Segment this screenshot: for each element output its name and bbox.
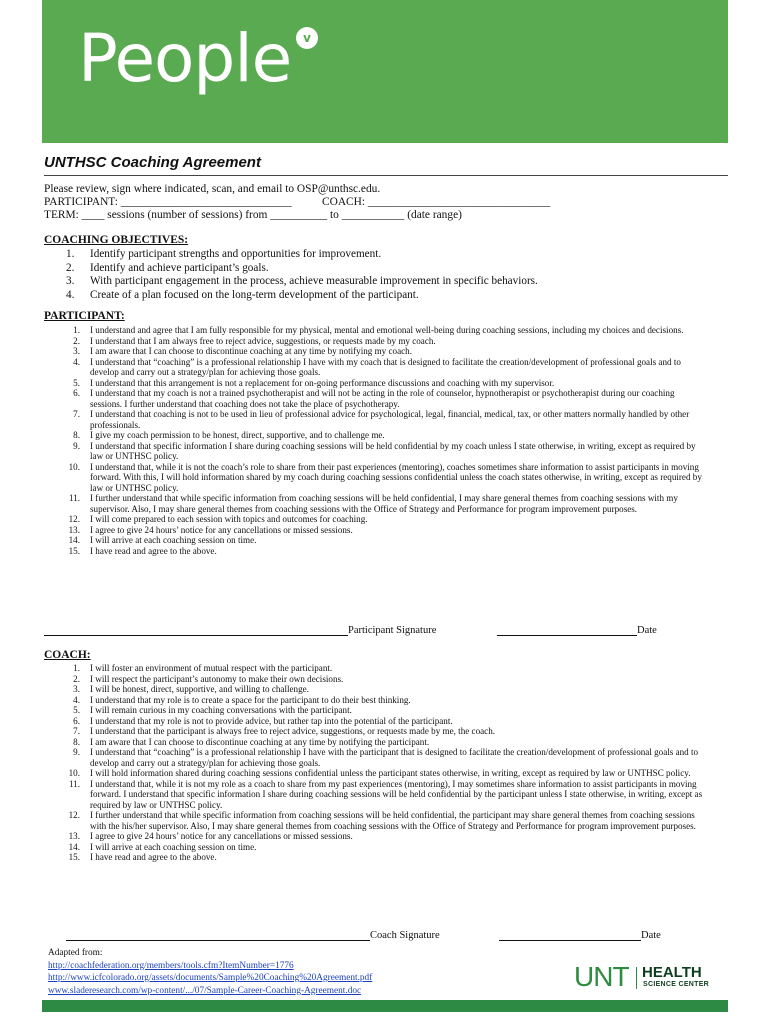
participant-item-number: 9. bbox=[73, 440, 80, 451]
coach-item bbox=[44, 747, 704, 768]
objective-item-number: 4. bbox=[66, 288, 75, 301]
coach-item bbox=[44, 831, 704, 842]
coach-date-line[interactable] bbox=[499, 931, 641, 941]
objective-item-text: Create of a plan focused on the long-term development of the participant. bbox=[90, 288, 419, 301]
coach-item-text: I understand that “coaching” is a professional relationship I have with the participant that is designed to facilitate the creation/development of professional goals and to develop and carry out a strategy/plan for achieving those goals. bbox=[90, 747, 699, 768]
coach-item-number: 10. bbox=[68, 768, 80, 778]
objective-item bbox=[44, 248, 728, 262]
participant-signature-row bbox=[44, 625, 436, 636]
header-banner bbox=[42, 0, 728, 143]
coach-item-text: I will respect the participant’s autonomy to make their own decisions. bbox=[90, 673, 344, 684]
participant-item-number: 15. bbox=[68, 545, 80, 556]
objective-item-text: Identify participant strengths and opportunities for improvement. bbox=[90, 248, 382, 260]
adapted-label: Adapted from: bbox=[48, 948, 103, 958]
coach-item bbox=[44, 674, 704, 685]
source-link-1[interactable]: http://coachfederation.org/members/tools.cfm?ItemNumber=1776 bbox=[48, 960, 294, 971]
participant-item-number: 10. bbox=[68, 461, 80, 472]
coach-item bbox=[44, 716, 704, 727]
participant-item bbox=[44, 535, 704, 546]
participant-signature-label: Participant Signature bbox=[348, 625, 437, 636]
coach-signature-line[interactable] bbox=[66, 931, 370, 941]
participant-item-text: I will arrive at each coaching session on time. bbox=[90, 535, 257, 545]
coach-date-label: Date bbox=[641, 930, 661, 941]
objective-item bbox=[44, 262, 728, 276]
participant-item-number: 2. bbox=[73, 335, 80, 346]
intro-block bbox=[44, 183, 728, 222]
coach-item-text: I understand that the participant is always free to reject advice, suggestions, or requests made by me, the coach. bbox=[90, 726, 496, 736]
participant-item bbox=[44, 346, 704, 357]
participant-item bbox=[44, 441, 704, 462]
term-field[interactable]: TERM: ____ sessions (number of sessions) from __________ to ___________ (date range) bbox=[44, 209, 462, 221]
participant-item-number: 1. bbox=[73, 325, 80, 335]
coach-date-row bbox=[499, 930, 661, 941]
participant-item-number: 4. bbox=[73, 356, 80, 367]
participant-date-label: Date bbox=[637, 625, 657, 636]
coach-item-number: 7. bbox=[73, 726, 80, 736]
participant-item bbox=[44, 462, 704, 494]
participant-item-text: I will come prepared to each session with topics and outcomes for coaching. bbox=[90, 514, 368, 524]
coach-item bbox=[44, 768, 704, 779]
objective-item-text: Identify and achieve participant’s goals. bbox=[90, 261, 269, 274]
coach-item-text: I have read and agree to the above. bbox=[90, 852, 217, 862]
participant-item-text: I understand that my coach is not a trained psychotherapist and will not be acting in the role of counselor, hypnotherapist or psychotherapist during our coaching sessions. I further understand that coaching does not take the place of psychotherapy. bbox=[90, 388, 675, 409]
coach-item-text: I will remain curious in my coaching conversations with the participant. bbox=[90, 705, 352, 715]
participant-item bbox=[44, 493, 704, 514]
participant-item-number: 13. bbox=[68, 524, 80, 535]
participant-item-text: I understand that, while it is not the coach’s role to share from their past experiences (mentoring), coaches sometimes share information to assist participants in moving forward. With this, I will hold information shared by my coach during coaching sessions confidential unless the coach states otherwise, in writing, except as required by law or UNTHSC policy. bbox=[90, 461, 702, 493]
objectives-heading: COACHING OBJECTIVES: bbox=[44, 234, 189, 246]
coach-item-number: 14. bbox=[68, 841, 80, 852]
coach-item-number: 11. bbox=[68, 778, 80, 789]
coach-item-number: 9. bbox=[73, 747, 80, 757]
participant-item bbox=[44, 525, 704, 536]
coach-item bbox=[44, 810, 704, 831]
participant-item-text: I understand that I am always free to reject advice, suggestions, or requests made by my coach. bbox=[90, 335, 436, 346]
participant-item-text: I am aware that I can choose to discontinue coaching at any time by notifying my coach. bbox=[90, 346, 412, 356]
coach-item-number: 13. bbox=[68, 831, 80, 841]
unt-logo-divider bbox=[636, 967, 637, 989]
logo-badge-icon: v bbox=[296, 27, 318, 49]
unt-science-center-text: SCIENCE CENTER bbox=[643, 981, 710, 988]
coach-item-number: 5. bbox=[73, 705, 80, 715]
participant-item-number: 14. bbox=[68, 535, 80, 545]
coach-item bbox=[44, 663, 704, 674]
intro-instructions: Please review, sign where indicated, scan, and email to OSP@unthsc.edu. bbox=[44, 183, 381, 195]
coach-item-text: I understand that, while it is not my role as a coach to share from my past experiences (mentoring), I may sometimes share information to assist participants in moving forward. I understand that specific information I share during coaching sessions will be held confidential by the participant unless I state otherwise, in writing, except as required by law or UNTHSC policy. bbox=[90, 778, 703, 810]
coach-item bbox=[44, 737, 704, 748]
participant-item-number: 8. bbox=[73, 430, 80, 440]
people-logo-text: People bbox=[78, 20, 292, 97]
coach-item-number: 3. bbox=[73, 684, 80, 694]
participant-item-number: 6. bbox=[73, 388, 80, 398]
unt-logo-text: UNT bbox=[574, 961, 629, 992]
participant-item bbox=[44, 357, 704, 378]
participant-item-text: I have read and agree to the above. bbox=[90, 545, 217, 556]
participant-item bbox=[44, 409, 704, 430]
participant-item bbox=[44, 430, 704, 441]
coach-item-text: I will hold information shared during coaching sessions confidential unless the participant states otherwise, in writing, except as required by law or UNTHSC policy. bbox=[90, 768, 691, 778]
title-divider bbox=[44, 175, 728, 176]
participant-item bbox=[44, 514, 704, 525]
participant-item-number: 3. bbox=[73, 346, 80, 356]
coach-item-text: I will foster an environment of mutual respect with the participant. bbox=[90, 663, 333, 673]
participant-item-number: 11. bbox=[68, 493, 80, 503]
objective-item-number: 1. bbox=[66, 248, 75, 260]
coach-field[interactable]: COACH: ________________________________ bbox=[322, 196, 551, 208]
coach-item-number: 15. bbox=[68, 852, 80, 862]
adapted-from bbox=[48, 947, 372, 997]
coach-item-text: I agree to give 24 hours’ notice for any cancellations or missed sessions. bbox=[90, 831, 353, 841]
coach-item-text: I will be honest, direct, supportive, and willing to challenge. bbox=[90, 684, 309, 694]
coach-item bbox=[44, 695, 704, 706]
participant-item-number: 5. bbox=[73, 377, 80, 388]
participant-date-row bbox=[497, 625, 657, 636]
participant-item-number: 7. bbox=[73, 409, 80, 419]
coach-item-number: 6. bbox=[73, 715, 80, 726]
participant-item bbox=[44, 336, 704, 347]
coach-signature-row bbox=[66, 930, 440, 941]
coach-item bbox=[44, 852, 704, 863]
coach-item-number: 1. bbox=[73, 663, 80, 673]
participant-list bbox=[44, 325, 704, 556]
coach-item bbox=[44, 705, 704, 716]
participant-item bbox=[44, 378, 704, 389]
coach-item bbox=[44, 726, 704, 737]
unt-health-logo bbox=[574, 963, 724, 993]
coach-list bbox=[44, 663, 704, 863]
coach-item-number: 4. bbox=[73, 694, 80, 705]
participant-date-line[interactable] bbox=[497, 626, 637, 636]
objective-item-number: 3. bbox=[66, 275, 75, 288]
coach-heading: COACH: bbox=[44, 649, 91, 661]
participant-item-number: 12. bbox=[68, 514, 80, 524]
participant-item-text: I understand that “coaching” is a professional relationship I have with my coach that is designed to facilitate the creation/development of professional goals and to develop and carry out a strategy/plan for achieving those goals. bbox=[90, 356, 681, 377]
participant-field[interactable]: PARTICIPANT: ______________________________ bbox=[44, 196, 292, 208]
participant-item-text: I give my coach permission to be honest, direct, supportive, and to challenge me. bbox=[90, 430, 385, 440]
coach-item-number: 2. bbox=[73, 673, 80, 684]
objective-item-number: 2. bbox=[66, 261, 75, 274]
source-link-2[interactable]: http://www.icfcolorado.org/assets/documents/Sample%20Coaching%20Agreement.pdf bbox=[48, 973, 373, 983]
participant-heading: PARTICIPANT: bbox=[44, 310, 125, 322]
coach-item-text: I understand that my role is not to provide advice, but rather tap into the potential of the participant. bbox=[90, 715, 453, 726]
participant-item-text: I understand that specific information I share during coaching sessions will be held confidential by my coach unless I state otherwise, in writing, except as required by law or UNTHSC policy. bbox=[90, 440, 696, 461]
objective-item-text: With participant engagement in the process, achieve measurable improvement in specific behaviors. bbox=[90, 275, 538, 288]
source-link-3[interactable]: www.sladeresearch.com/wp-content/.../07/Sample-Career-Coaching-Agreement.doc bbox=[48, 985, 362, 996]
footer-bar bbox=[42, 1000, 728, 1012]
participant-item-text: I further understand that while specific information from coaching sessions will be held confidential, I may share general themes from coaching sessions with my supervisor. Also, I may share general themes from coaching sessions with the Office of Strategy and Performance for program improvement purposes. bbox=[90, 493, 678, 514]
unt-health-text: HEALTH bbox=[642, 964, 702, 981]
page-title: UNTHSC Coaching Agreement bbox=[44, 154, 261, 171]
participant-item bbox=[44, 325, 704, 336]
coach-item-text: I will arrive at each coaching session on time. bbox=[90, 841, 257, 852]
participant-item-text: I understand that coaching is not to be used in lieu of professional advice for psychological, legal, financial, medical, tax, or other matters normally handled by other professionals. bbox=[90, 409, 690, 430]
participant-item-text: I understand that this arrangement is not a replacement for on-going performance discussions and coaching with my supervisor. bbox=[90, 377, 555, 388]
coach-item-text: I further understand that while specific information from coaching sessions will be held confidential, the participant may share general themes from coaching sessions with the his/her supervisor. Also, I may share general themes from coaching sessions with the Office of Strategy and Performance for program improvement purposes. bbox=[90, 810, 696, 831]
coach-signature-label: Coach Signature bbox=[370, 930, 440, 941]
coach-item-text: I am aware that I can choose to discontinue coaching at any time by notifying the participant. bbox=[90, 736, 430, 747]
objective-item bbox=[44, 289, 728, 303]
coach-item-number: 8. bbox=[73, 736, 80, 747]
coach-item-text: I understand that my role is to create a space for the participant to do their best thinking. bbox=[90, 694, 411, 705]
participant-item-text: I agree to give 24 hours’ notice for any cancellations or missed sessions. bbox=[90, 524, 353, 535]
participant-item bbox=[44, 546, 704, 557]
objectives-list bbox=[44, 248, 728, 302]
coach-item-number: 12. bbox=[68, 810, 80, 820]
participant-signature-line[interactable] bbox=[44, 626, 348, 636]
participant-item bbox=[44, 388, 704, 409]
participant-item-text: I understand and agree that I am fully responsible for my physical, mental and emotional well-being during coaching sessions, including my choices and decisions. bbox=[90, 325, 684, 335]
objective-item bbox=[44, 275, 728, 289]
coach-item bbox=[44, 684, 704, 695]
coach-item bbox=[44, 779, 704, 811]
coach-item bbox=[44, 842, 704, 853]
